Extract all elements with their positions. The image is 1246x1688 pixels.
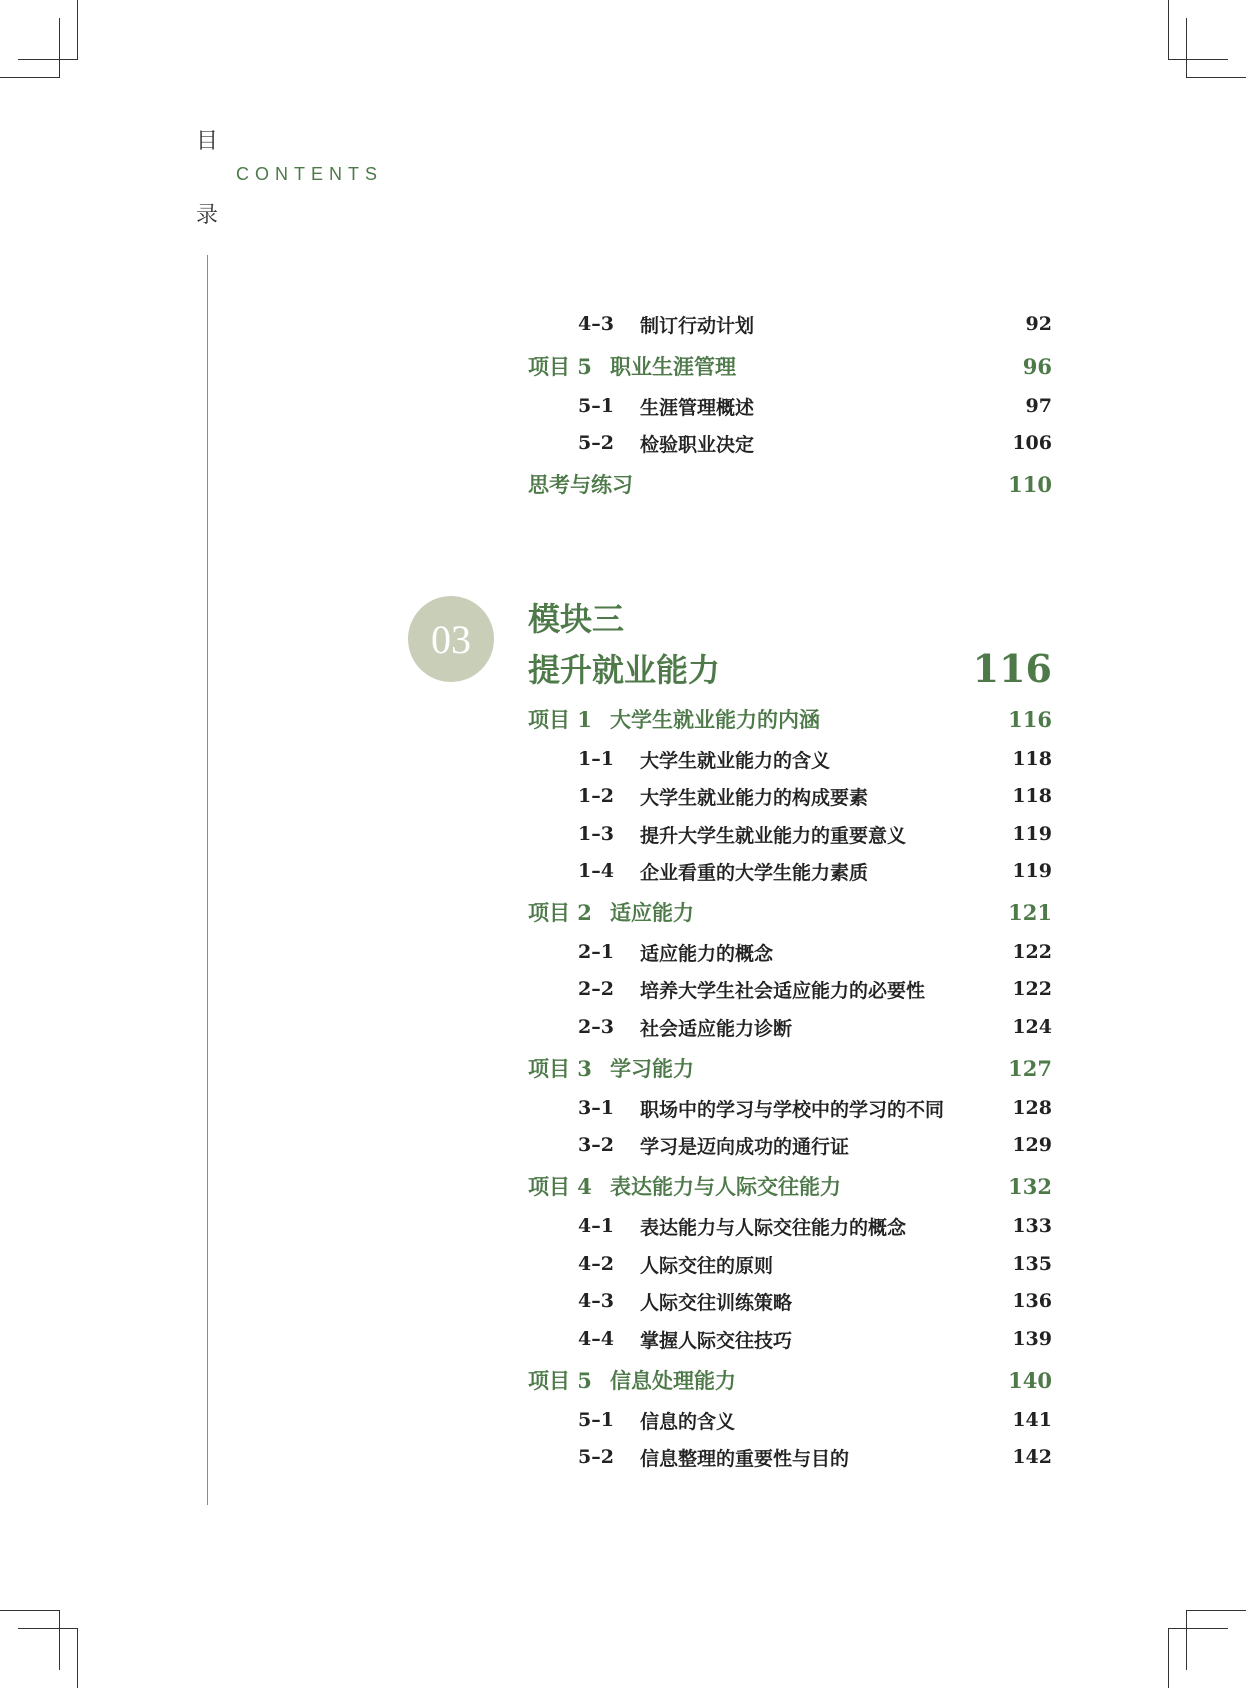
entry-page: 92	[1025, 313, 1052, 335]
toc-exercise-entry[interactable]	[528, 466, 1052, 502]
entry-number: 项目 5	[528, 354, 592, 379]
toc-entry[interactable]	[528, 778, 1052, 814]
crop-mark	[1186, 18, 1187, 78]
toc-entry[interactable]	[528, 1402, 1052, 1438]
entry-title: 职场中的学习与学校中的学习的不同	[640, 1098, 945, 1121]
entry-title: 信息整理的重要性与目的	[640, 1447, 850, 1470]
entry-number: 2–3	[578, 1016, 614, 1038]
entry-title: 职业生涯管理	[610, 354, 736, 379]
entry-number: 项目 3	[528, 1056, 592, 1081]
entry-number: 4–1	[578, 1215, 614, 1237]
toc-project-entry[interactable]	[528, 701, 1052, 737]
entry-number: 5–2	[578, 1446, 614, 1468]
entry-number: 1–4	[578, 860, 614, 882]
entry-page: 129	[1012, 1134, 1052, 1156]
entry-page: 124	[1012, 1016, 1052, 1038]
toc-project-entry[interactable]	[528, 1362, 1052, 1398]
entry-number: 4–3	[578, 1290, 614, 1312]
entry-page: 118	[1012, 748, 1052, 770]
entry-title: 企业看重的大学生能力素质	[640, 861, 869, 884]
entry-title: 大学生就业能力的含义	[640, 749, 831, 772]
entry-page: 119	[1012, 823, 1052, 845]
contents-label: CONTENTS	[236, 164, 383, 184]
entry-page: 122	[1012, 941, 1052, 963]
entry-number: 4–2	[578, 1253, 614, 1275]
entry-page: 121	[1008, 899, 1052, 925]
toc-entry[interactable]	[528, 1009, 1052, 1045]
entry-title: 人际交往的原则	[640, 1254, 774, 1277]
entry-number: 1–3	[578, 823, 614, 845]
module-title-row[interactable]	[528, 646, 1052, 690]
crop-mark	[59, 18, 60, 78]
module-page: 116	[972, 645, 1052, 691]
entry-title: 学习能力	[610, 1056, 694, 1081]
crop-mark	[1168, 59, 1228, 60]
entry-page: 122	[1012, 978, 1052, 1000]
entry-number: 项目 1	[528, 707, 592, 732]
crop-mark	[77, 1628, 78, 1688]
entry-title: 信息的含义	[640, 1410, 736, 1433]
entry-title: 适应能力	[610, 900, 694, 925]
entry-title: 生涯管理概述	[640, 396, 755, 419]
toc-entry[interactable]	[528, 934, 1052, 970]
entry-page: 142	[1012, 1446, 1052, 1468]
entry-number: 5–1	[578, 1409, 614, 1431]
entry-title: 思考与练习	[528, 472, 633, 497]
entry-number: 项目 5	[528, 1368, 592, 1393]
crop-mark	[1168, 1628, 1169, 1688]
entry-title: 培养大学生社会适应能力的必要性	[640, 979, 926, 1002]
crop-mark	[1168, 1628, 1228, 1629]
entry-page: 97	[1025, 395, 1052, 417]
entry-title: 人际交往训练策略	[640, 1291, 793, 1314]
entry-page: 110	[1008, 471, 1052, 497]
entry-title: 提升大学生就业能力的重要意义	[640, 824, 907, 847]
entry-title: 大学生就业能力的内涵	[610, 707, 820, 732]
entry-number: 1–2	[578, 785, 614, 807]
entry-page: 128	[1012, 1097, 1052, 1119]
toc-entry[interactable]	[528, 1090, 1052, 1126]
crop-mark	[77, 0, 78, 60]
entry-page: 140	[1008, 1367, 1052, 1393]
toc-entry[interactable]	[528, 1283, 1052, 1319]
module-title: 提升就业能力	[528, 651, 721, 689]
entry-number: 项目 2	[528, 900, 592, 925]
crop-mark	[0, 77, 60, 78]
toc-project-entry[interactable]	[528, 348, 1052, 384]
entry-title: 表达能力与人际交往能力的概念	[640, 1216, 907, 1239]
toc-entry[interactable]	[528, 306, 1052, 342]
toc-entry[interactable]	[528, 853, 1052, 889]
crop-mark	[1186, 77, 1246, 78]
crop-mark	[1186, 1610, 1187, 1670]
toc-entry[interactable]	[528, 816, 1052, 852]
toc-entry[interactable]	[528, 1439, 1052, 1475]
contents-char-bottom: 录	[196, 203, 219, 228]
entry-number: 4–4	[578, 1328, 614, 1350]
entry-number: 3–2	[578, 1134, 614, 1156]
toc-project-entry[interactable]	[528, 1050, 1052, 1086]
entry-page: 141	[1012, 1409, 1052, 1431]
entry-page: 106	[1012, 432, 1052, 454]
entry-title: 社会适应能力诊断	[640, 1017, 793, 1040]
entry-page: 139	[1012, 1328, 1052, 1350]
toc-entry[interactable]	[528, 388, 1052, 424]
toc-entry[interactable]	[528, 425, 1052, 461]
entry-number: 2–1	[578, 941, 614, 963]
entry-title: 学习是迈向成功的通行证	[640, 1135, 850, 1158]
module-badge: 03	[408, 596, 494, 682]
crop-mark	[18, 59, 78, 60]
entry-number: 5–2	[578, 432, 614, 454]
module-label: 模块三	[528, 600, 625, 638]
entry-page: 135	[1012, 1253, 1052, 1275]
entry-title: 检验职业决定	[640, 433, 755, 456]
toc-project-entry[interactable]	[528, 1168, 1052, 1204]
toc-entry[interactable]	[528, 1246, 1052, 1282]
toc-entry[interactable]	[528, 971, 1052, 1007]
entry-page: 116	[1008, 706, 1052, 732]
crop-mark	[0, 1610, 60, 1611]
entry-title: 信息处理能力	[610, 1368, 736, 1393]
entry-page: 127	[1008, 1055, 1052, 1081]
entry-number: 2–2	[578, 978, 614, 1000]
entry-page: 132	[1008, 1173, 1052, 1199]
entry-number: 5–1	[578, 395, 614, 417]
entry-page: 133	[1012, 1215, 1052, 1237]
entry-number: 4–3	[578, 313, 614, 335]
toc-entry[interactable]	[528, 1321, 1052, 1357]
entry-number: 3–1	[578, 1097, 614, 1119]
entry-number: 项目 4	[528, 1174, 592, 1199]
entry-page: 119	[1012, 860, 1052, 882]
vertical-divider	[207, 255, 208, 1505]
entry-number: 1–1	[578, 748, 614, 770]
crop-mark	[1186, 1610, 1246, 1611]
entry-page: 136	[1012, 1290, 1052, 1312]
contents-char-top: 目	[196, 129, 219, 154]
entry-title: 制订行动计划	[640, 314, 755, 337]
entry-title: 表达能力与人际交往能力	[610, 1174, 841, 1199]
crop-mark	[18, 1628, 78, 1629]
crop-mark	[1168, 0, 1169, 60]
entry-page: 96	[1022, 353, 1052, 379]
entry-title: 大学生就业能力的构成要素	[640, 786, 869, 809]
entry-title: 掌握人际交往技巧	[640, 1329, 793, 1352]
toc-entry[interactable]	[528, 1127, 1052, 1163]
crop-mark	[59, 1610, 60, 1670]
entry-title: 适应能力的概念	[640, 942, 774, 965]
toc-project-entry[interactable]	[528, 894, 1052, 930]
toc-entry[interactable]	[528, 1208, 1052, 1244]
toc-entry[interactable]	[528, 741, 1052, 777]
entry-page: 118	[1012, 785, 1052, 807]
